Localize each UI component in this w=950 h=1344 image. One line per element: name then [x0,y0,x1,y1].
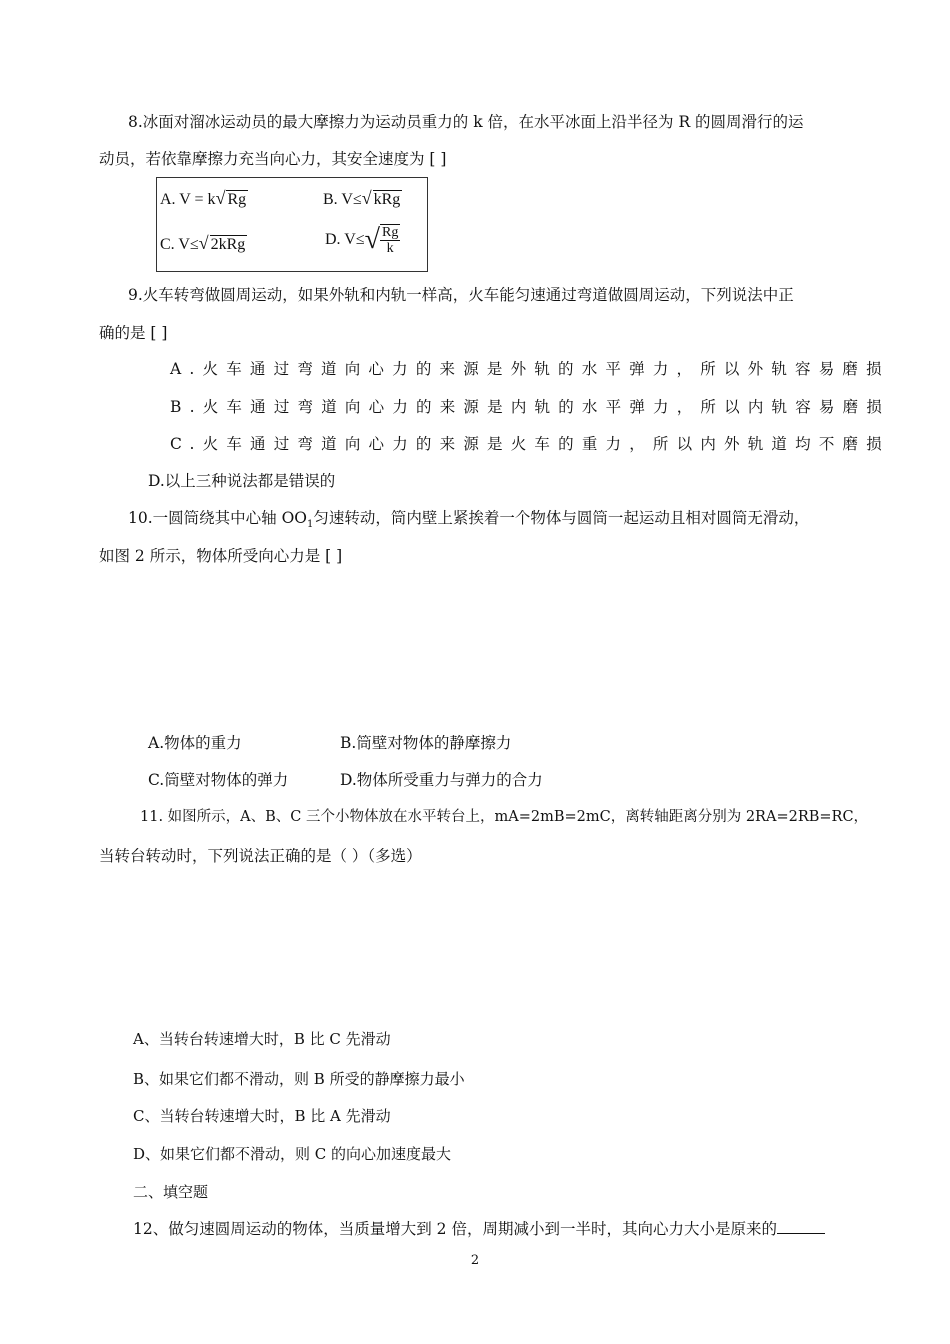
q8-option-d: D. V≤√ $\frac{Rg}{k}$ [325,224,399,256]
q11-option-c: C、当转台转速增大时，B 比 A 先滑动 [133,1107,391,1125]
q8-option-a: A. V = k√ Rg [160,188,247,208]
page-number: 2 [470,1253,480,1268]
q12-line1: 12、做匀速圆周运动的物体，当质量增大到 2 倍，周期减小到一半时，其向心力大小是原来的 [133,1218,825,1240]
q8-line2: 动员，若依靠摩擦力充当向心力，其安全速度为 [ ] [99,150,447,168]
q11-line2: 当转台转动时，下列说法正确的是（ ）（多选） [99,847,422,865]
q9-line2: 确的是 [ ] [99,324,168,342]
q8-option-c: C. V≤√ 2kRg [160,233,246,253]
q8-line1: 8.冰面对溜冰运动员的最大摩擦力为运动员重力的 k 倍，在水平冰面上沿半径为 R 的圆周滑行的运 [128,113,804,131]
q11-option-b: B、如果它们都不滑动，则 B 所受的静摩擦力最小 [133,1070,465,1088]
q10-option-b: B.筒壁对物体的静摩擦力 [340,734,512,752]
q11-line1: 11. 如图所示，A、B、C 三个小物体放在水平转台上，mA=2mB=2mC，离转轴距离分别为 2RA=2RB=RC， [140,809,869,825]
q8-option-b: B. V≤√ kRg [323,188,401,208]
q11-option-a: A、当转台转速增大时，B 比 C 先滑动 [133,1030,391,1048]
q9-option-d: D.以上三种说法都是错误的 [148,472,336,490]
q9-option-b: B.火车通过弯道向心力的来源是内轨的水平弹力，所以内轨容易磨损 [170,398,891,416]
section-heading-fill-in: 二、填空题 [133,1183,209,1201]
q9-option-c: C.火车通过弯道向心力的来源是火车的重力，所以内外轨道均不磨损 [170,435,890,453]
q11-option-d: D、如果它们都不滑动，则 C 的向心加速度最大 [133,1145,452,1163]
q8-options-box [156,177,428,272]
q12-answer-blank [777,1219,825,1234]
q10-option-d: D.物体所受重力与弹力的合力 [340,771,543,789]
q10-option-c: C.筒壁对物体的弹力 [148,771,289,789]
q9-line1: 9.火车转弯做圆周运动，如果外轨和内轨一样高，火车能匀速通过弯道做圆周运动，下列说法中正 [128,286,794,304]
q10-option-a: A.物体的重力 [148,734,242,752]
q10-line2: 如图 2 所示，物体所受向心力是 [ ] [99,547,343,565]
q10-line1: 10.一圆筒绕其中心轴 $OO_1$匀速转动，筒内壁上紧挨着一个物体与圆筒一起运动且相对圆筒无滑动， [128,509,810,531]
q9-option-a: A.火车通过弯道向心力的来源是外轨的水平弹力，所以外轨容易磨损 [170,360,890,378]
